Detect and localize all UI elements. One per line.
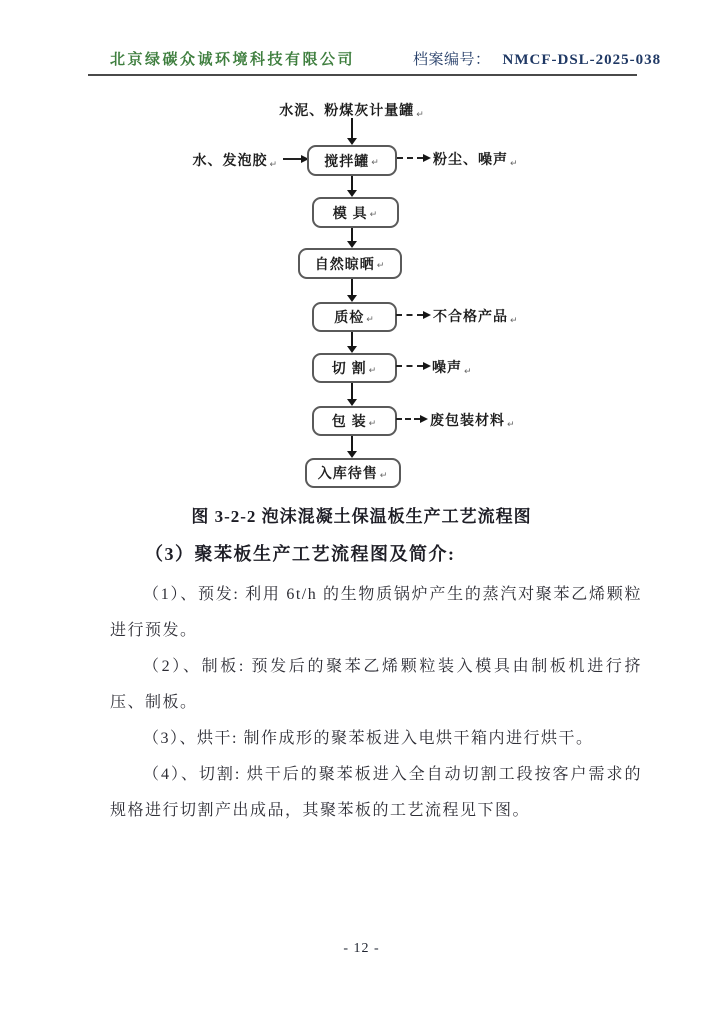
return-mark-icon: ↵: [510, 315, 519, 325]
return-mark-icon: ↵: [269, 159, 278, 169]
flow-box-cutting: 切 割 ↵: [312, 353, 397, 383]
return-mark-icon: ↵: [464, 366, 473, 376]
return-mark-icon: ↵: [369, 209, 379, 219]
return-mark-icon: ↵: [507, 419, 516, 429]
flow-box-mold: 模 具 ↵: [312, 197, 399, 228]
return-mark-icon: ↵: [376, 260, 386, 270]
header-divider: [88, 74, 637, 76]
flow-box-packing: 包 装 ↵: [312, 406, 397, 436]
flow-output-dust-noise: 粉尘、噪声 ↵: [433, 151, 519, 168]
return-mark-icon: ↵: [416, 109, 425, 119]
flow-output-waste-packaging: 废包装材料 ↵: [430, 412, 516, 429]
paragraph: （2）、制板: 预发后的聚苯乙烯颗粒装入模具由制板机进行挤压、制板。: [110, 658, 642, 711]
flow-output-noise: 噪声 ↵: [432, 359, 473, 376]
flow-box-quality-check: 质检 ↵: [312, 302, 397, 332]
return-mark-icon: ↵: [510, 158, 519, 168]
figure-caption: 图 3-2-2 泡沫混凝土保温板生产工艺流程图: [191, 507, 532, 526]
return-mark-icon: ↵: [379, 469, 389, 480]
return-mark-icon: ↵: [368, 417, 378, 428]
paragraph: （3）、烘干: 制作成形的聚苯板进入电烘干箱内进行烘干。: [143, 730, 594, 747]
return-mark-icon: ↵: [366, 313, 375, 324]
flow-box-mixing-tank: 搅拌罐 ↵: [307, 145, 397, 176]
dashed-arrow-right-icon: [396, 314, 423, 316]
page-number: - 12 -: [343, 941, 380, 956]
arrow-down-icon: [351, 118, 353, 138]
flow-input-top: 水泥、粉煤灰计量罐 ↵: [279, 102, 425, 119]
archive-number-block: [413, 48, 661, 69]
flow-input-left: 水、发泡胶 ↵: [192, 152, 278, 169]
return-mark-icon: ↵: [368, 364, 378, 375]
flow-output-rejects: 不合格产品 ↵: [433, 308, 519, 325]
dashed-arrow-right-icon: [396, 418, 420, 420]
body-text: [110, 577, 642, 829]
archive-label: 档案编号：: [413, 52, 491, 68]
company-name: 北京绿碳众诚环境科技有限公司: [110, 52, 356, 68]
arrow-right-icon: [283, 158, 301, 160]
section-heading: （3）聚苯板生产工艺流程图及简介:: [145, 544, 456, 564]
flow-box-natural-drying: 自然晾晒 ↵: [298, 248, 402, 279]
archive-number: NMCF-DSL-2025-038: [502, 52, 662, 68]
dashed-arrow-right-icon: [396, 365, 423, 367]
dashed-arrow-right-icon: [397, 157, 423, 159]
paragraph: （1）、预发: 利用 6t/h 的生物质锅炉产生的蒸汽对聚苯乙烯颗粒进行预发。: [110, 586, 642, 639]
paragraph: （4）、切割: 烘干后的聚苯板进入全自动切割工段按客户需求的规格进行切割产出成品，其聚苯板的工艺流程见下图。: [110, 766, 642, 819]
flow-box-storage: 入库待售 ↵: [305, 458, 401, 488]
return-mark-icon: ↵: [371, 157, 380, 167]
